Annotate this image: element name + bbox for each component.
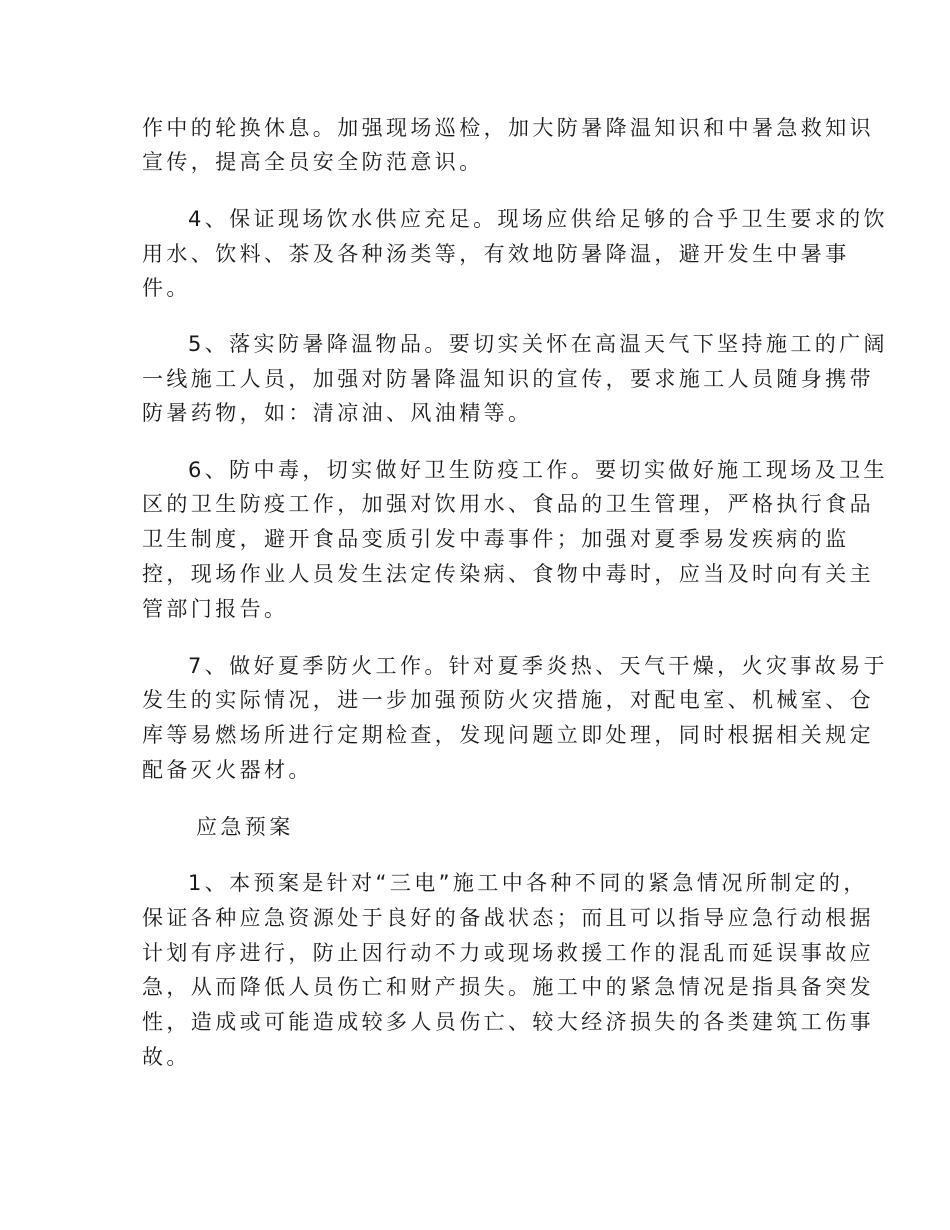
paragraph-line: 计划有序进行，防止因行动不力或现场救援工作的混乱而延误事故应 bbox=[142, 941, 874, 965]
paragraph-line: 件。 bbox=[142, 276, 191, 300]
paragraph-line: 作中的轮换休息。加强现场巡检，加大防暑降温知识和中暑急救知识 bbox=[142, 116, 874, 140]
paragraph-line: 6、防中毒，切实做好卫生防疫工作。要切实做好施工现场及卫生 bbox=[188, 458, 888, 482]
paragraph-line: 宣传，提高全员安全防范意识。 bbox=[142, 150, 484, 174]
paragraph-line: 库等易燃场所进行定期检查，发现问题立即处理，同时根据相关规定 bbox=[142, 723, 874, 747]
paragraph-line: 用水、饮料、茶及各种汤类等，有效地防暑降温，避开发生中暑事 bbox=[142, 242, 850, 266]
paragraph-line: 发生的实际情况，进一步加强预防火灾措施，对配电室、机械室、仓 bbox=[142, 688, 874, 712]
paragraph-line: 配备灭火器材。 bbox=[142, 758, 313, 782]
paragraph-line: 7、做好夏季防火工作。针对夏季炎热、天气干燥，火灾事故易于 bbox=[188, 654, 888, 678]
paragraph-line: 控，现场作业人员发生法定传染病、食物中毒时，应当及时向有关主 bbox=[142, 562, 874, 586]
paragraph-line: 卫生制度，避开食品变质引发中毒事件；加强对夏季易发疾病的监 bbox=[142, 527, 850, 551]
paragraph-line: 防暑药物，如：清凉油、风油精等。 bbox=[142, 401, 533, 425]
paragraph-line: 故。 bbox=[142, 1045, 191, 1069]
paragraph-line: 区的卫生防疫工作，加强对饮用水、食品的卫生管理，严格执行食品 bbox=[142, 492, 874, 516]
paragraph-line: 管部门报告。 bbox=[142, 597, 289, 621]
paragraph-line: 一线施工人员，加强对防暑降温知识的宣传，要求施工人员随身携带 bbox=[142, 367, 874, 391]
section-heading: 应急预案 bbox=[196, 815, 294, 839]
paragraph-line: 保证各种应急资源处于良好的备战状态；而且可以指导应急行动根据 bbox=[142, 906, 874, 930]
paragraph-line: 急，从而降低人员伤亡和财产损失。施工中的紧急情况是指具备突发 bbox=[142, 975, 874, 999]
paragraph-line: 性，造成或可能造成较多人员伤亡、较大经济损失的各类建筑工伤事 bbox=[142, 1010, 874, 1034]
paragraph-line: 1、本预案是针对“三电”施工中各种不同的紧急情况所制定的， bbox=[188, 871, 868, 895]
paragraph-line: 4、保证现场饮水供应充足。现场应供给足够的合乎卫生要求的饮 bbox=[188, 207, 888, 231]
paragraph-line: 5、落实防暑降温物品。要切实关怀在高温天气下坚持施工的广阔 bbox=[188, 332, 888, 356]
